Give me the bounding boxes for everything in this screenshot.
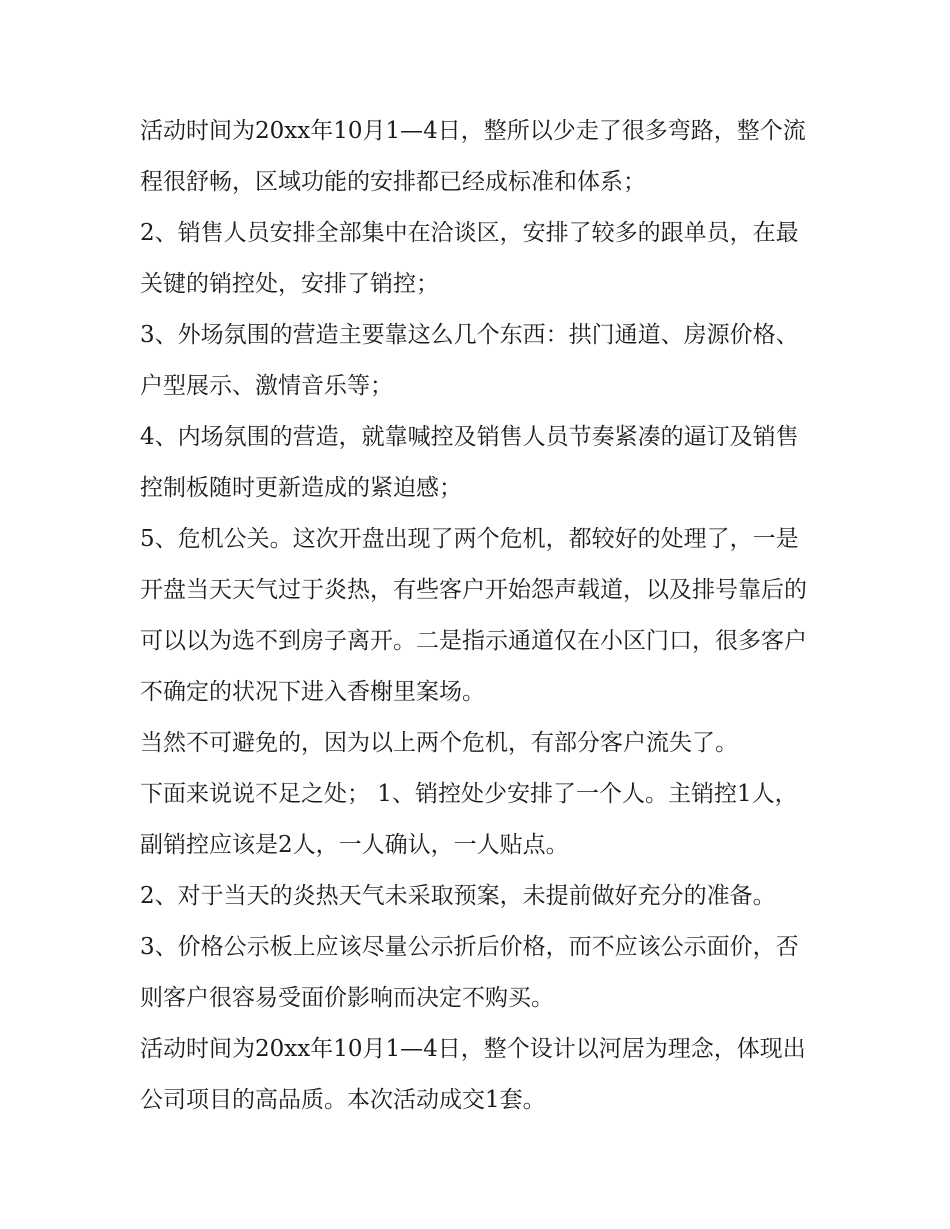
paragraph-activity-summary: 活动时间为20xx年10月1—4日，整个设计以河居为理念，体现出公司项目的高品质。本次活动成交1套。 — [140, 1036, 806, 1113]
paragraph-activity-time: 活动时间为20xx年10月1—4日，整所以少走了很多弯路，整个流程很舒畅，区域功能的安排都已经成标准和体系； — [140, 118, 806, 195]
paragraph-outdoor-atmosphere: 3、外场氛围的营造主要靠这么几个东西：拱门通道、房源价格、户型展示、激情音乐等； — [140, 322, 799, 399]
paragraph-crisis-pr: 5、危机公关。这次开盘出现了两个危机，都较好的处理了，一是开盘当天天气过于炎热，有些客户开始怨声载道，以及排号靠后的可以以为选不到房子离开。二是指示通道仅在小区门口，很多客户不确定的状况下进入香榭里案场。 — [140, 526, 807, 705]
paragraph-indoor-atmosphere: 4、内场氛围的营造，就靠喊控及销售人员节奏紧凑的逼订及销售控制板随时更新造成的紧迫感； — [140, 424, 799, 501]
paragraph-sales-staff: 2、销售人员安排全部集中在洽谈区，安排了较多的跟单员，在最关键的销控处，安排了销控； — [140, 220, 799, 297]
document-body — [140, 106, 820, 1126]
paragraph-weather-and-pricing: 2、对于当天的炎热天气未采取预案，未提前做好充分的准备。 3、价格公示板上应该尽量公示折后价格，而不应该公示面价，否则客户很容易受面价影响而决定不购买。 — [140, 883, 799, 1011]
paragraph-customer-loss: 当然不可避免的，因为以上两个危机，有部分客户流失了。 — [140, 730, 738, 756]
paragraph-shortcomings: 下面来说说不足之处； 1、销控处少安排了一个人。主销控1人，副销控应该是2人，一人确认，一人贴点。 — [140, 781, 798, 858]
